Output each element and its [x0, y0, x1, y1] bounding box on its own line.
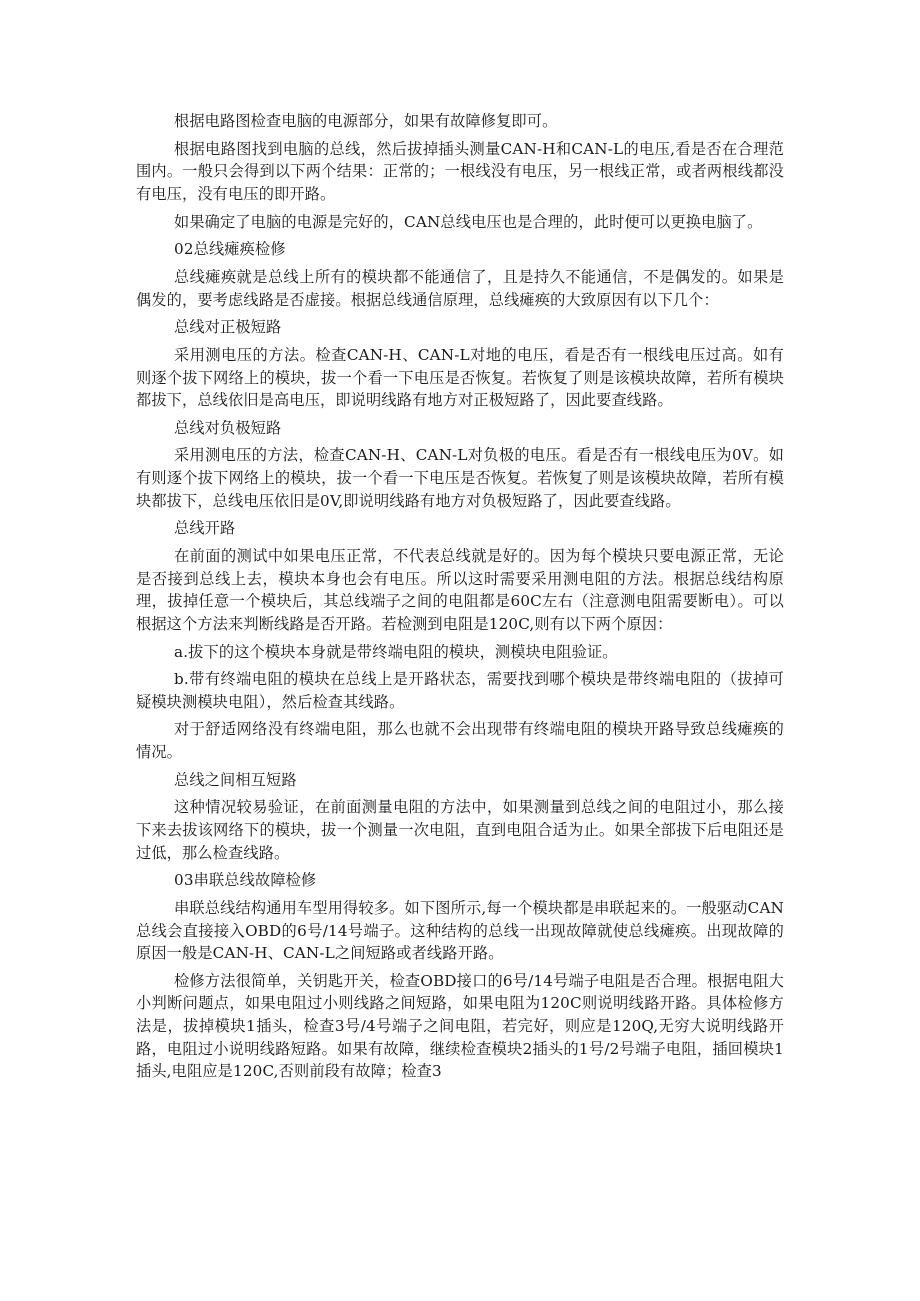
list-item: a.拔下的这个模块本身就是带终端电阻的模块，测模块电阻验证。: [174, 642, 618, 661]
paragraph: 串联总线结构通用车型用得较多。如下图所示,每一个模块都是串联起来的。一般驱动CAN总线会直接接入OBD的6号/14号端子。这种结构的总线一出现故障就使总线瘫痪。出现故障的原因一般是CAN-H、CAN-L之间短路或者线路开路。: [136, 899, 784, 963]
paragraph: 在前面的测试中如果电压正常，不代表总线就是好的。因为每个模块只要电源正常，无论是否接到总线上去，模块本身也会有电压。所以这时需要采用测电阻的方法。根据总线结构原理，拔掉任意一个模块后，其总线端子之间的电阻都是60C左右（注意测电阻需要断电）。可以根据这个方法来判断线路是否开路。若检测到电阻是120C,则有以下两个原因：: [136, 547, 784, 633]
section-heading: 02总线瘫痪检修: [174, 240, 286, 259]
subsection-heading: 总线对正极短路: [174, 318, 282, 337]
paragraph: 根据电路图检查电脑的电源部分，如果有故障修复即可。: [174, 112, 558, 130]
subsection-heading: 总线开路: [174, 519, 236, 538]
paragraph: 总线瘫痪就是总线上所有的模块都不能通信了，且是持久不能通信，不是偶发的。如果是偶发的，要考虑线路是否虚接。根据总线通信原理，总线瘫痪的大致原因有以下几个：: [136, 267, 784, 309]
section-heading: 03串联总线故障检修: [174, 871, 317, 890]
subsection-heading: 总线之间相互短路: [174, 770, 297, 789]
subsection-heading: 总线对负极短路: [174, 418, 282, 437]
paragraph: 如果确定了电脑的电源是完好的，CAN总线电压也是合理的，此时便可以更换电脑了。: [174, 212, 763, 231]
document-body: [136, 110, 784, 1088]
paragraph: 采用测电压的方法。检查CAN-H、CAN-L对地的电压，看是否有一根线电压过高。如有则逐个拔下网络上的模块，拔一个看一下电压是否恢复。若恢复了则是该模块故障，若所有模块都拔下，总线依旧是高电压，即说明线路有地方对正极短路了，因此要查线路。: [136, 345, 784, 410]
list-item: b.带有终端电阻的模块在总线上是开路状态，需要找到哪个模块是带终端电阻的（拔掉可疑模块测模块电阻），然后检查其线路。: [136, 670, 784, 711]
paragraph: 这种情况较易验证，在前面测量电阻的方法中，如果测量到总线之间的电阻过小，那么接下来去拔该网络下的模块，拔一个测量一次电阻，直到电阻合适为止。如果全部拔下后电阻还是过低，那么检查线路。: [136, 798, 784, 862]
paragraph: 对于舒适网络没有终端电阻，那么也就不会出现带有终端电阻的模块开路导致总线瘫痪的情况。: [136, 720, 784, 762]
paragraph: 检修方法很简单，关钥匙开关，检查OBD接口的6号/14号端子电阻是否合理。根据电阻大小判断问题点，如果电阻过小则线路之间短路，如果电阻为120C则说明线路开路。具体检修方法是，拔掉模块1插头，检查3号/4号端子之间电阻，若完好，则应是120Q,无穷大说明线路开路，电阻过小说明线路短路。如果有故障，继续检查模块2插头的1号/2号端子电阻，插回模块1插头,电阻应是120C,否则前段有故障；检查3: [136, 971, 784, 1081]
paragraph: 根据电路图找到电脑的总线，然后拔掉插头测量CAN-H和CAN-L的电压,看是否在合理范围内。一般只会得到以下两个结果：正常的；一根线没有电压，另一根线正常，或者两根线都没有电压，没有电压的即开路。: [136, 139, 784, 203]
paragraph: 采用测电压的方法，检查CAN-H、CAN-L对负极的电压。看是否有一根线电压为0V。如有则逐个拔下网络上的模块，拔一个看一下电压是否恢复。若恢复了则是该模块故障，若所有模块都拔下，总线电压依旧是0V,即说明线路有地方对负极短路了，因此要查线路。: [136, 446, 784, 510]
